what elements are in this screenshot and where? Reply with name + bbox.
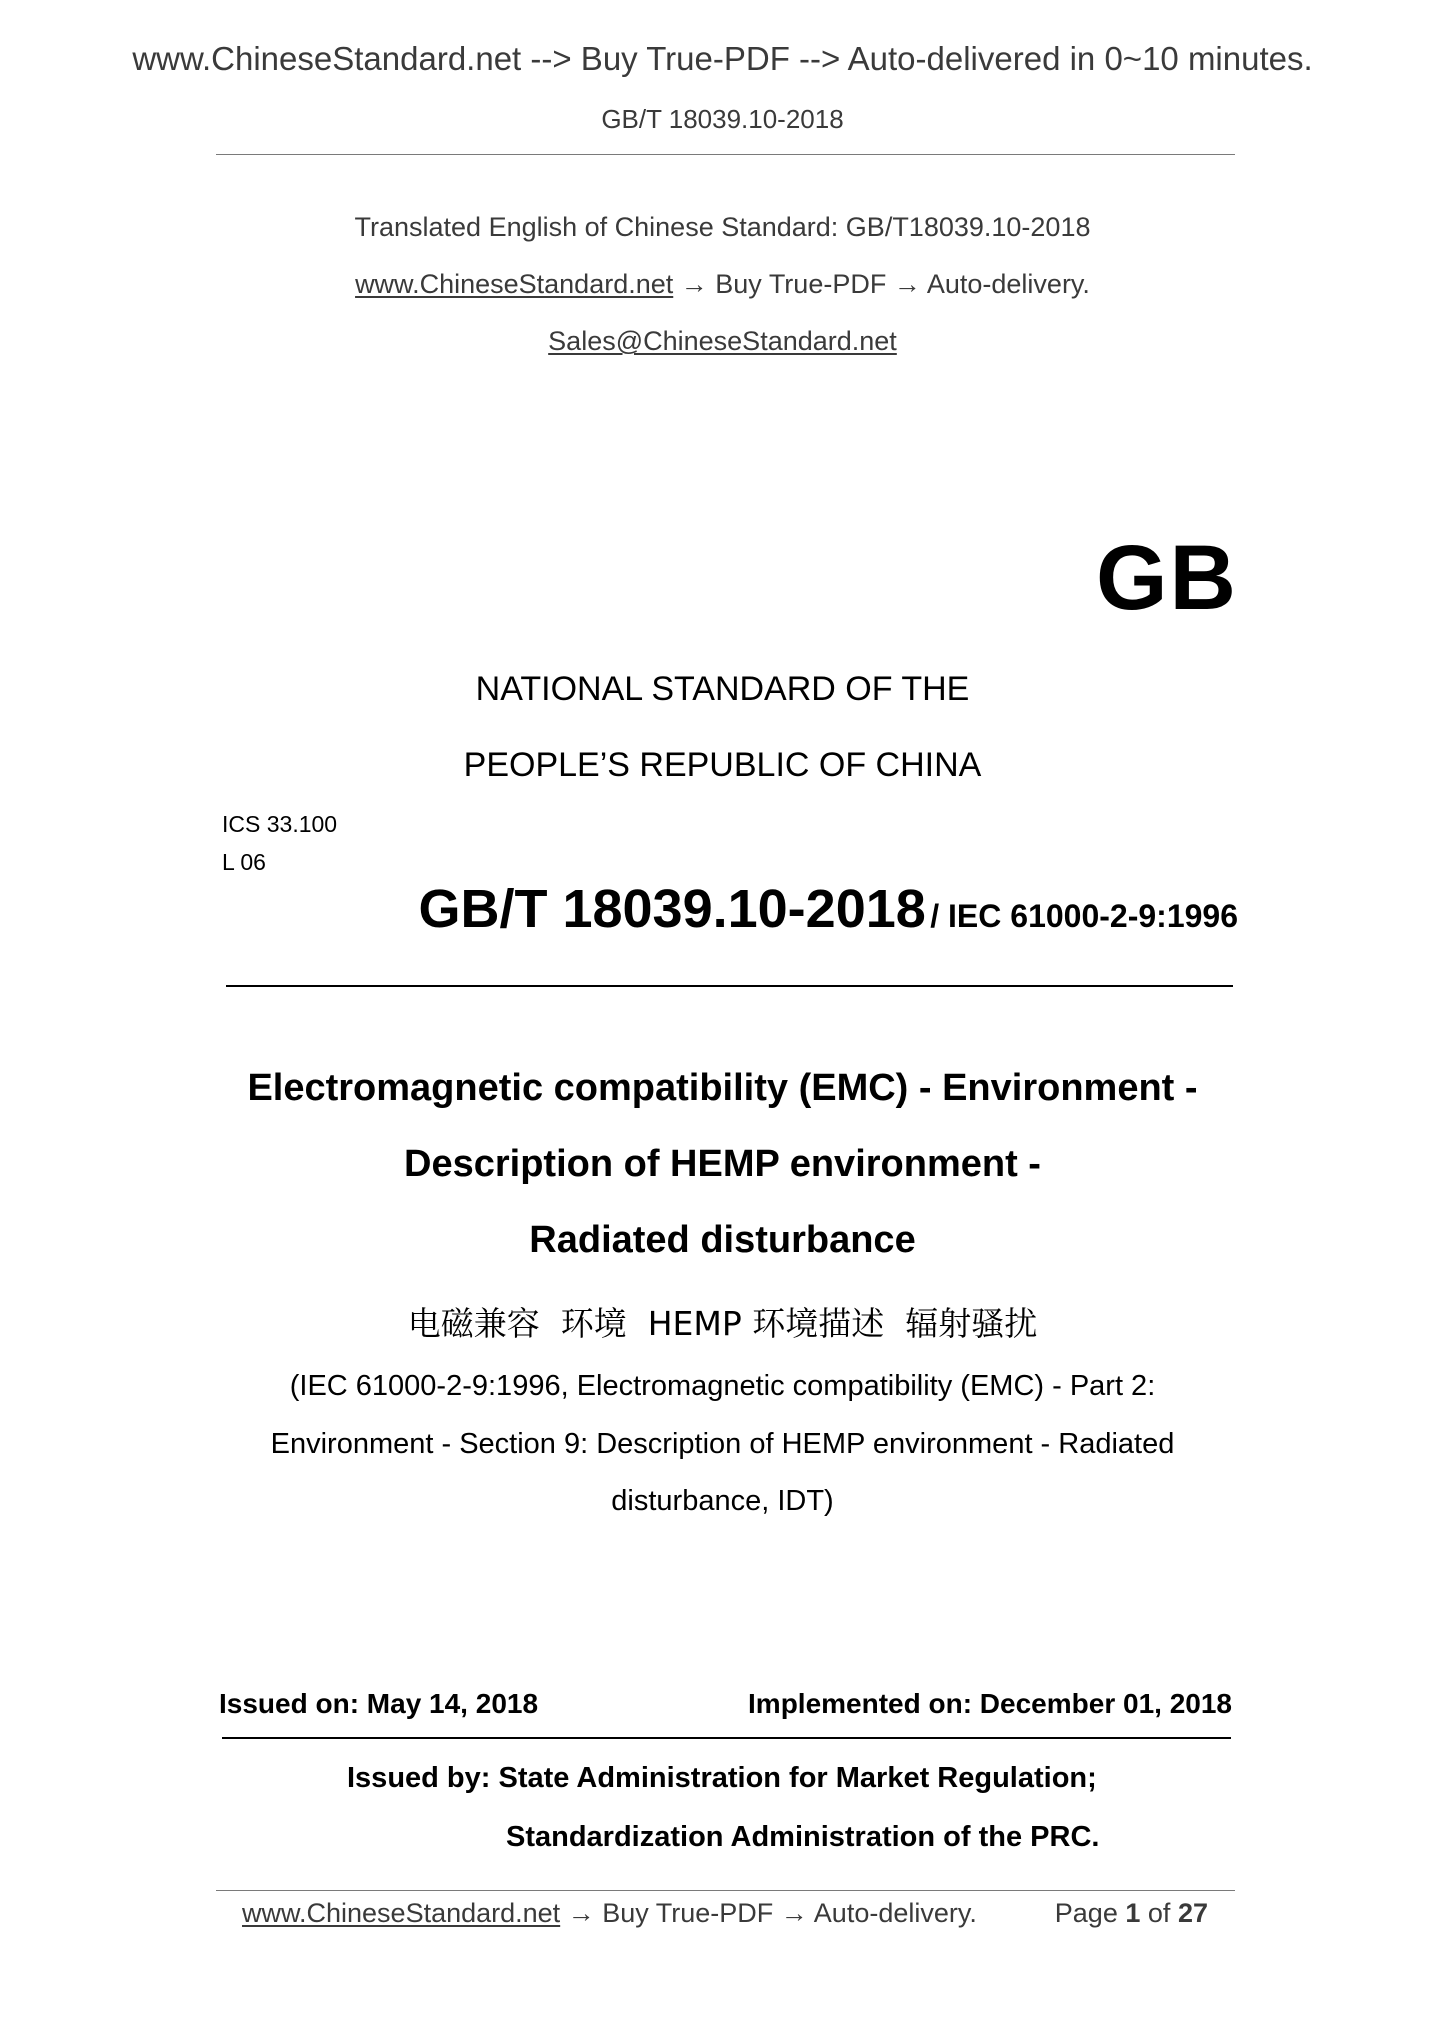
- buy-label: Buy True-PDF: [715, 269, 887, 299]
- arrow-right-icon: →: [680, 269, 708, 299]
- implemented-on: Implemented on: December 01, 2018: [748, 1688, 1232, 1719]
- auto-delivery-label: Auto-delivery.: [926, 269, 1090, 299]
- chinese-title: 电磁兼容 环境 HEMP 环境描述 辐射骚扰: [407, 1304, 1038, 1343]
- footer-delivery-line: [242, 1898, 977, 1929]
- title-line2: Description of HEMP environment -: [404, 1143, 1041, 1185]
- page-number: 1: [1125, 1898, 1141, 1928]
- site-link[interactable]: www.ChineseStandard.net: [355, 269, 674, 299]
- translated-notice: Translated English of Chinese Standard: GB/T18039.10-2018: [354, 212, 1091, 242]
- national-standard-line2: PEOPLE’S REPUBLIC OF CHINA: [463, 746, 982, 784]
- idt-line3: disturbance, IDT): [611, 1485, 834, 1517]
- arrow-right-icon: →: [780, 1898, 808, 1928]
- idt-line1: (IEC 61000-2-9:1996, Electromagnetic compatibility (EMC) - Part 2:: [289, 1370, 1156, 1402]
- ccs-code: L 06: [222, 849, 266, 875]
- standard-equivalent: / IEC 61000-2-9:1996: [930, 898, 1238, 934]
- ics-code: ICS 33.100: [222, 811, 338, 837]
- issued-by-line1: Issued by: State Administration for Market Regulation;: [347, 1762, 1097, 1794]
- dates-divider: [222, 1737, 1231, 1739]
- header-divider: [216, 154, 1235, 155]
- email-line: [0, 326, 1445, 357]
- title-line1: Electromagnetic compatibility (EMC) - Environment -: [247, 1067, 1198, 1109]
- idt-line2: Environment - Section 9: Description of HEMP environment - Radiated: [270, 1428, 1175, 1460]
- header-doc-id: GB/T 18039.10-2018: [601, 104, 844, 134]
- arrow-right-icon: →: [893, 269, 921, 299]
- footer-divider: [216, 1890, 1235, 1891]
- issued-by-line2: Standardization Administration of the PRC.: [506, 1821, 1100, 1853]
- page-indicator: [1055, 1898, 1208, 1929]
- page-total: 27: [1177, 1898, 1208, 1928]
- arrow-right-icon: →: [567, 1898, 595, 1928]
- title-line3: Radiated disturbance: [529, 1219, 916, 1261]
- footer-auto-delivery-label: Auto-delivery.: [813, 1898, 977, 1928]
- footer-site-link[interactable]: www.ChineseStandard.net: [242, 1898, 561, 1928]
- of-label: of: [1147, 1898, 1171, 1928]
- standard-number-line: [418, 878, 1238, 940]
- issued-on: Issued on: May 14, 2018: [219, 1688, 539, 1719]
- intro-delivery-line: [0, 269, 1445, 300]
- national-standard-line1: NATIONAL STANDARD OF THE: [475, 670, 970, 708]
- standard-number: GB/T 18039.10-2018: [418, 879, 926, 939]
- footer-buy-label: Buy True-PDF: [602, 1898, 774, 1928]
- gb-mark: GB: [1096, 527, 1238, 629]
- page-label: Page: [1054, 1898, 1118, 1928]
- title-divider: [226, 985, 1233, 987]
- top-banner: www.ChineseStandard.net --> Buy True-PDF --> Auto-delivered in 0~10 minutes.: [132, 40, 1313, 77]
- sales-email-link[interactable]: Sales@ChineseStandard.net: [548, 326, 897, 356]
